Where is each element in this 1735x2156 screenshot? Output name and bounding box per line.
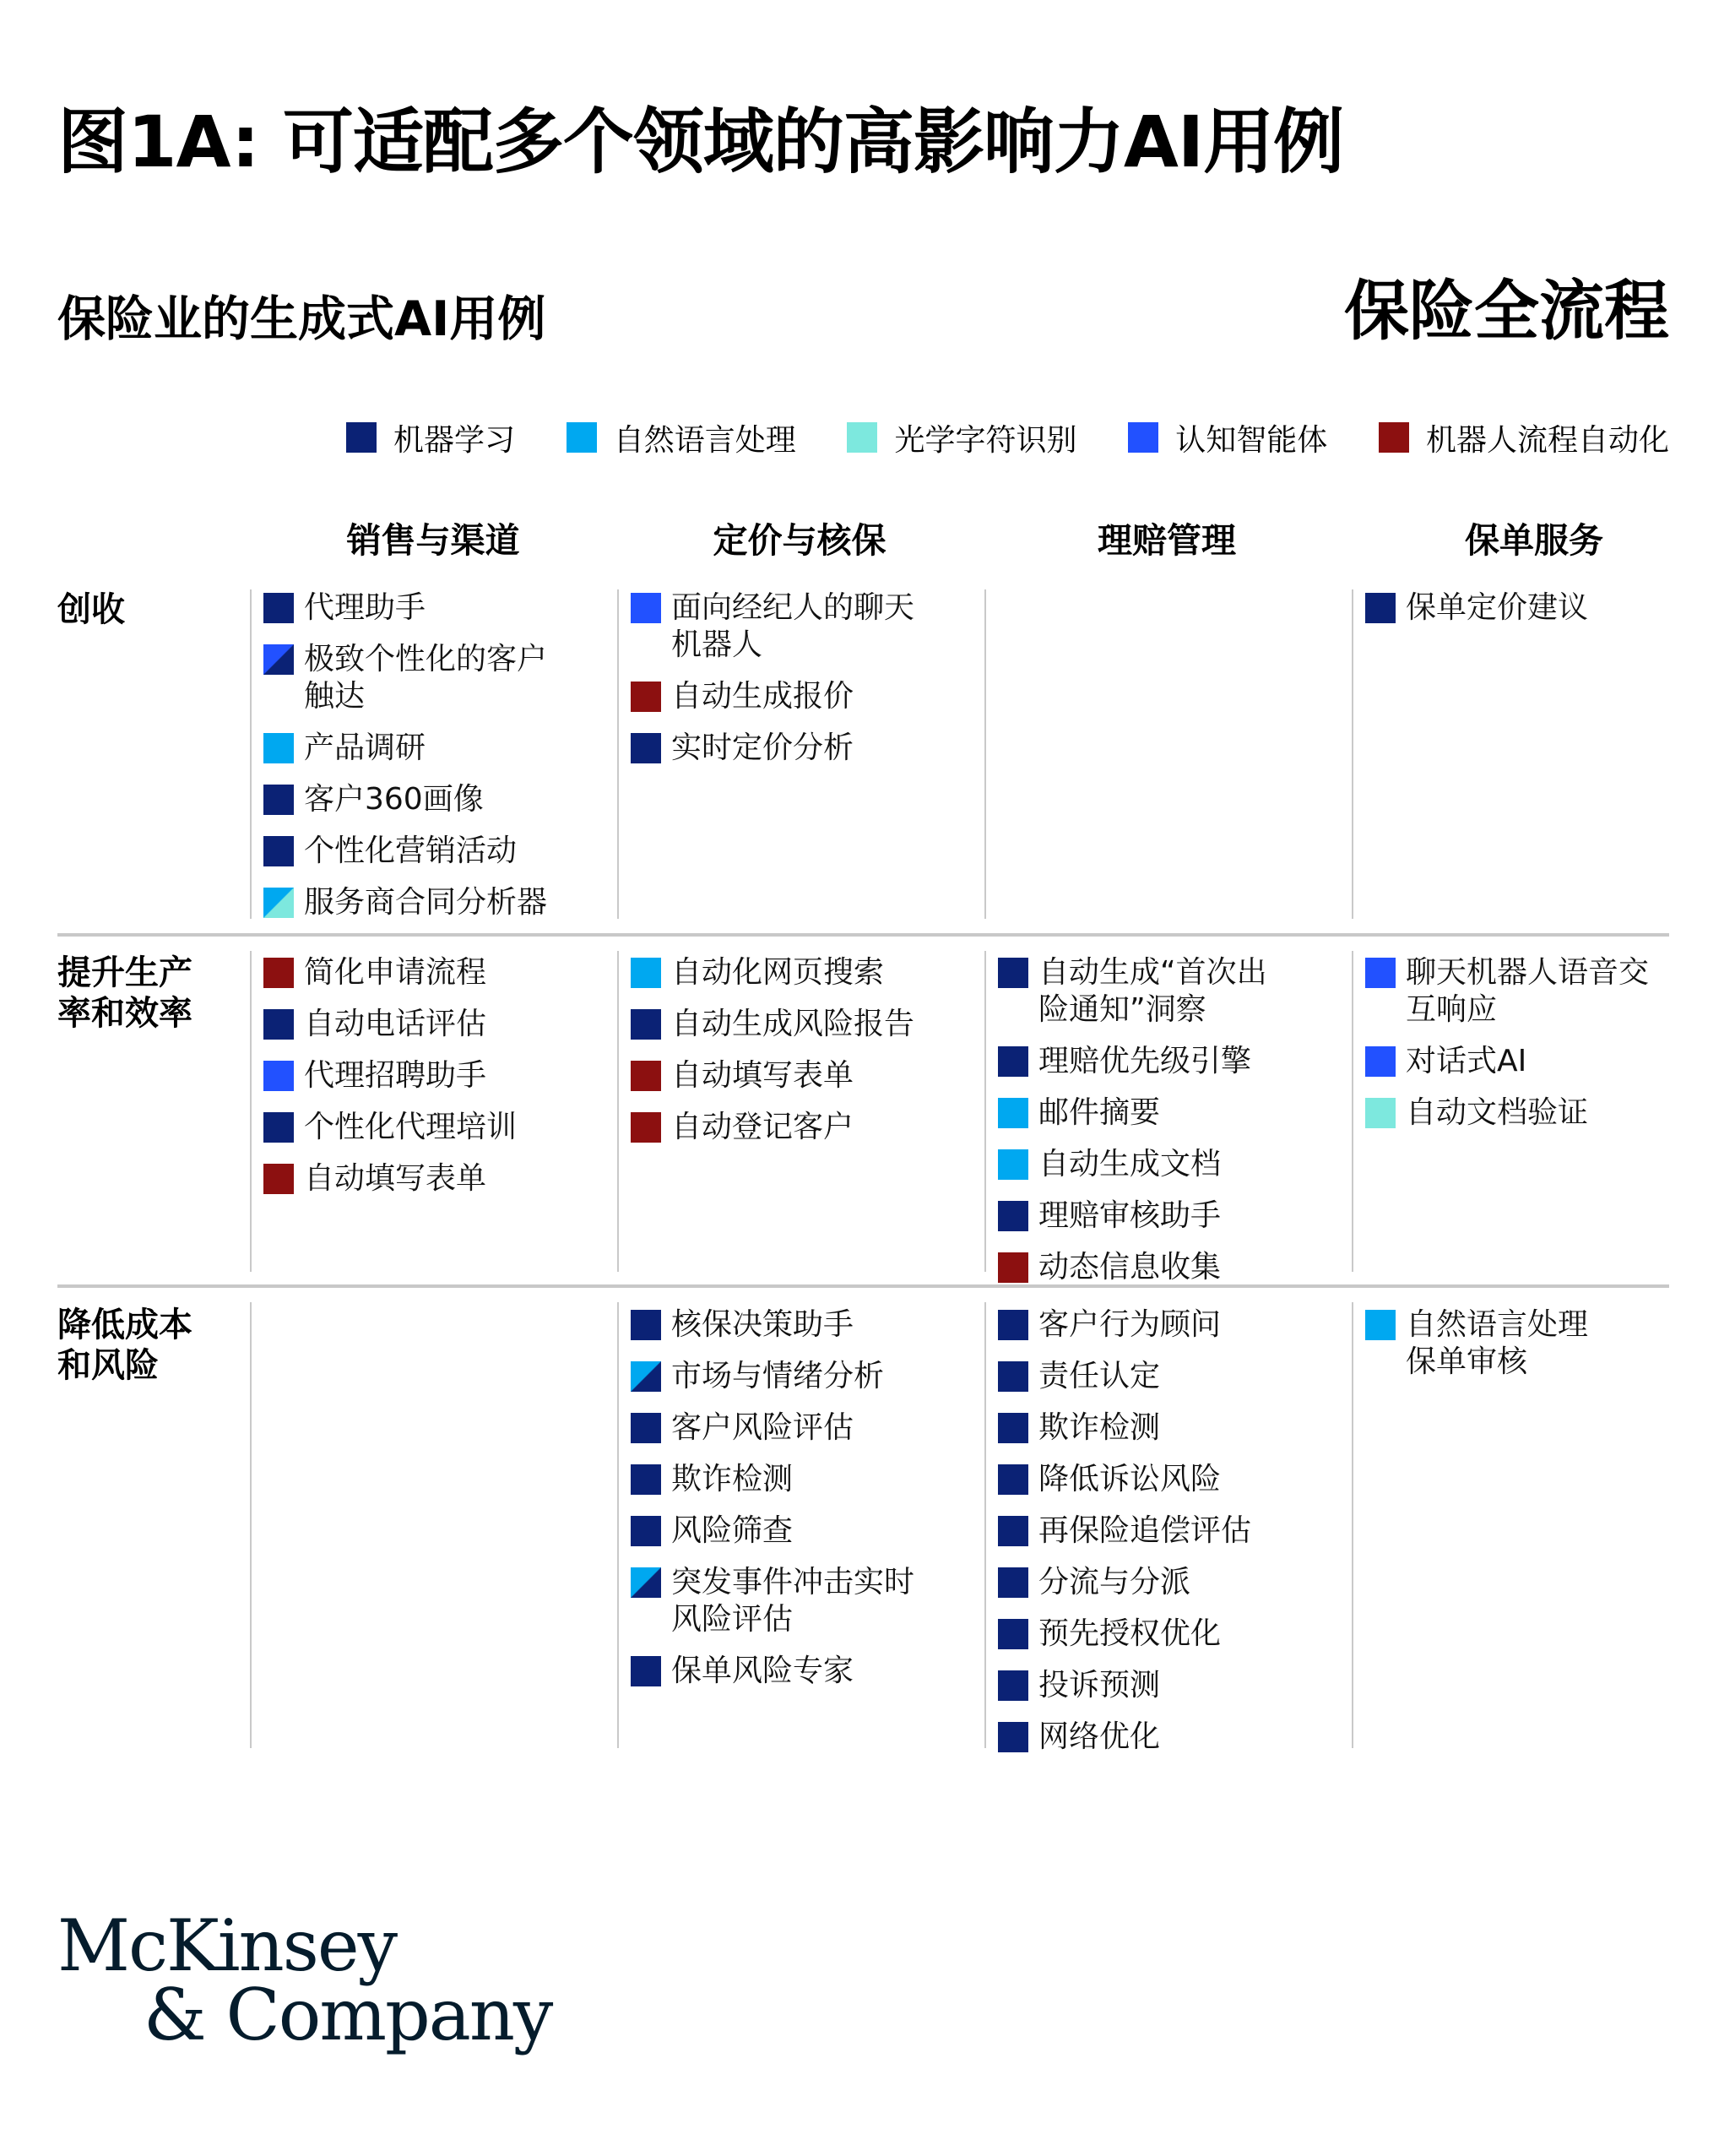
use-case-item — [998, 1249, 1344, 1286]
category-square-icon — [631, 1361, 661, 1392]
category-square-icon — [263, 888, 294, 918]
column-header-underwriting: 定价与核保 — [713, 520, 886, 561]
use-case-item — [998, 1564, 1344, 1601]
category-square-icon — [998, 1722, 1028, 1752]
use-case-item — [1365, 1043, 1711, 1080]
use-case-cell — [631, 954, 977, 1160]
use-case-label: 网络优化 — [1038, 1719, 1161, 1754]
category-square-icon — [263, 644, 294, 675]
use-case-label: 服务商合同分析器 — [304, 885, 548, 920]
column-divider — [617, 951, 619, 1272]
use-case-item — [1365, 954, 1711, 1029]
mckinsey-logo — [57, 1904, 552, 2056]
category-square-icon — [998, 1516, 1028, 1546]
use-case-item — [998, 1197, 1344, 1235]
legend-item-nlp — [567, 416, 796, 459]
use-case-label: 理赔审核助手 — [1038, 1198, 1222, 1233]
use-case-item — [631, 1057, 977, 1094]
use-case-item — [998, 1043, 1344, 1080]
use-case-item — [1365, 1306, 1711, 1381]
use-case-label: 面向经纪人的聊天 机器人 — [671, 590, 915, 662]
category-square-icon — [631, 1567, 661, 1598]
use-case-cell — [1365, 1306, 1711, 1395]
use-case-label: 欺诈检测 — [1038, 1410, 1161, 1445]
use-case-label: 责任认定 — [1038, 1359, 1161, 1393]
category-square-icon — [631, 593, 661, 623]
row-divider — [57, 1284, 1669, 1288]
category-square-icon — [1365, 1046, 1396, 1077]
column-divider — [250, 951, 252, 1272]
legend-label: 认知智能体 — [1175, 422, 1328, 458]
category-square-icon — [1365, 1310, 1396, 1340]
row-label-cost-risk: 降低成本 和风险 — [57, 1306, 192, 1385]
use-case-item — [263, 1160, 610, 1197]
use-case-label: 预先授权优化 — [1038, 1616, 1222, 1651]
use-case-label: 极致个性化的客户 触达 — [304, 642, 548, 714]
use-case-item — [998, 1719, 1344, 1756]
column-divider — [1352, 951, 1353, 1272]
legend-label: 机器人流程自动化 — [1425, 422, 1669, 458]
use-case-item — [998, 1306, 1344, 1344]
use-case-cell — [998, 1306, 1344, 1770]
legend-item-ocr — [847, 416, 1076, 459]
use-case-label: 自动生成“首次出 险通知”洞察 — [1038, 955, 1267, 1027]
use-case-item — [263, 1006, 610, 1043]
column-divider — [617, 589, 619, 919]
use-case-item — [263, 833, 610, 870]
category-square-icon — [263, 1061, 294, 1091]
use-case-label: 对话式AI — [1406, 1044, 1527, 1078]
legend-swatch-icon — [1128, 422, 1158, 453]
row-label-productivity: 提升生产 率和效率 — [57, 953, 192, 1033]
use-case-label: 实时定价分析 — [671, 730, 854, 765]
use-case-item — [998, 1512, 1344, 1550]
category-square-icon — [998, 1670, 1028, 1701]
use-case-item — [631, 954, 977, 991]
use-case-item — [1365, 1094, 1711, 1132]
category-square-icon — [998, 1464, 1028, 1495]
use-case-label: 个性化营销活动 — [304, 834, 518, 868]
use-case-label: 保单定价建议 — [1406, 590, 1589, 625]
use-case-label: 客户风险评估 — [671, 1410, 854, 1445]
legend — [346, 415, 1669, 459]
use-case-label: 分流与分派 — [1038, 1565, 1191, 1599]
use-case-item — [263, 781, 610, 818]
column-divider — [250, 589, 252, 919]
category-square-icon — [631, 1464, 661, 1495]
category-square-icon — [263, 593, 294, 623]
category-square-icon — [631, 682, 661, 712]
category-square-icon — [631, 958, 661, 988]
use-case-cell — [1365, 589, 1711, 641]
logo-line-1: McKinsey — [57, 1904, 397, 1987]
use-case-item — [631, 1564, 977, 1638]
use-case-item — [1365, 589, 1711, 627]
category-square-icon — [263, 1112, 294, 1143]
use-case-item — [631, 1006, 977, 1043]
category-square-icon — [998, 1567, 1028, 1598]
use-case-label: 核保决策助手 — [671, 1307, 854, 1342]
use-case-cell — [263, 954, 610, 1212]
page-title: 图1A: 可适配多个领域的高影响力AI用例 — [57, 100, 1344, 183]
use-case-label: 自动生成风险报告 — [671, 1007, 915, 1041]
category-square-icon — [998, 1619, 1028, 1649]
legend-swatch-icon — [847, 422, 877, 453]
use-case-item — [631, 1306, 977, 1344]
column-divider — [1352, 1302, 1353, 1748]
use-case-label: 自动填写表单 — [671, 1058, 854, 1093]
legend-swatch-icon — [1379, 422, 1409, 453]
flow-title: 保险全流程 — [1344, 274, 1669, 350]
use-case-item — [263, 1057, 610, 1094]
legend-item-cog — [1128, 416, 1327, 459]
category-square-icon — [263, 836, 294, 866]
use-case-label: 风险筛查 — [671, 1513, 794, 1548]
category-square-icon — [998, 1252, 1028, 1283]
use-case-item — [631, 1512, 977, 1550]
category-square-icon — [631, 1061, 661, 1091]
legend-item-ml — [346, 416, 515, 459]
use-case-cell — [263, 589, 610, 936]
use-case-item — [998, 1094, 1344, 1132]
category-square-icon — [263, 958, 294, 988]
category-square-icon — [263, 733, 294, 763]
use-case-item — [631, 678, 977, 715]
category-square-icon — [631, 1310, 661, 1340]
use-case-label: 自动文档验证 — [1406, 1095, 1589, 1130]
use-case-item — [263, 730, 610, 767]
use-case-cell — [998, 954, 1344, 1301]
use-case-cell — [1365, 954, 1711, 1146]
page-subtitle: 保险业的生成式AI用例 — [57, 291, 546, 347]
use-case-label: 保单风险专家 — [671, 1654, 854, 1688]
category-square-icon — [998, 1201, 1028, 1231]
use-case-label: 自动填写表单 — [304, 1161, 487, 1196]
use-case-cell — [631, 1306, 977, 1704]
use-case-label: 客户360画像 — [304, 782, 484, 817]
legend-swatch-icon — [346, 422, 377, 453]
use-case-item — [263, 1109, 610, 1146]
column-header-sales: 销售与渠道 — [346, 520, 520, 561]
category-square-icon — [998, 1149, 1028, 1180]
use-case-item — [263, 589, 610, 627]
use-case-label: 突发事件冲击实时 风险评估 — [671, 1565, 915, 1637]
column-divider — [984, 951, 986, 1272]
use-case-item — [631, 730, 977, 767]
use-case-item — [263, 641, 610, 715]
use-case-item — [631, 1409, 977, 1447]
use-case-label: 自动生成报价 — [671, 679, 854, 714]
legend-label: 机器学习 — [393, 422, 516, 458]
column-divider — [984, 589, 986, 919]
category-square-icon — [1365, 593, 1396, 623]
legend-label: 光学字符识别 — [894, 422, 1077, 458]
use-case-item — [631, 1653, 977, 1690]
category-square-icon — [998, 1046, 1028, 1077]
category-square-icon — [631, 1516, 661, 1546]
category-square-icon — [631, 1413, 661, 1443]
use-case-label: 再保险追偿评估 — [1038, 1513, 1252, 1548]
use-case-label: 投诉预测 — [1038, 1668, 1161, 1703]
use-case-cell — [631, 589, 977, 781]
use-case-item — [998, 1667, 1344, 1704]
use-case-label: 降低诉讼风险 — [1038, 1462, 1222, 1496]
use-case-label: 个性化代理培训 — [304, 1110, 518, 1144]
use-case-item — [998, 1146, 1344, 1183]
category-square-icon — [263, 785, 294, 815]
use-case-item — [998, 954, 1344, 1029]
category-square-icon — [631, 733, 661, 763]
category-square-icon — [631, 1112, 661, 1143]
row-label-revenue: 创收 — [57, 590, 125, 629]
category-square-icon — [998, 958, 1028, 988]
category-square-icon — [998, 1361, 1028, 1392]
use-case-item — [631, 1358, 977, 1395]
legend-item-rpa — [1379, 416, 1669, 459]
use-case-label: 理赔优先级引擎 — [1038, 1044, 1252, 1078]
use-case-label: 简化申请流程 — [304, 955, 487, 990]
use-case-item — [263, 884, 610, 921]
logo-line-2: & Company — [144, 1974, 552, 2056]
use-case-label: 聊天机器人语音交 互响应 — [1406, 955, 1650, 1027]
category-square-icon — [1365, 1098, 1396, 1128]
category-square-icon — [631, 1656, 661, 1686]
use-case-item — [998, 1616, 1344, 1653]
category-square-icon — [998, 1310, 1028, 1340]
use-case-label: 自动生成文档 — [1038, 1147, 1222, 1181]
category-square-icon — [1365, 958, 1396, 988]
use-case-label: 代理助手 — [304, 590, 426, 625]
use-case-label: 市场与情绪分析 — [671, 1359, 885, 1393]
use-case-item — [631, 589, 977, 664]
column-divider — [617, 1302, 619, 1748]
use-case-item — [631, 1461, 977, 1498]
legend-swatch-icon — [567, 422, 597, 453]
column-divider — [250, 1302, 252, 1748]
category-square-icon — [998, 1098, 1028, 1128]
use-case-label: 产品调研 — [304, 730, 426, 765]
column-header-claims: 理赔管理 — [1098, 520, 1236, 561]
category-square-icon — [263, 1009, 294, 1040]
use-case-label: 动态信息收集 — [1038, 1250, 1222, 1284]
use-case-label: 客户行为顾问 — [1038, 1307, 1222, 1342]
category-square-icon — [998, 1413, 1028, 1443]
use-case-item — [998, 1461, 1344, 1498]
use-case-label: 自动电话评估 — [304, 1007, 487, 1041]
use-case-label: 自然语言处理 保单审核 — [1406, 1307, 1589, 1379]
use-case-item — [998, 1409, 1344, 1447]
category-square-icon — [631, 1009, 661, 1040]
legend-label: 自然语言处理 — [613, 422, 796, 458]
category-square-icon — [263, 1164, 294, 1194]
use-case-item — [631, 1109, 977, 1146]
use-case-label: 邮件摘要 — [1038, 1095, 1161, 1130]
column-divider — [984, 1302, 986, 1748]
use-case-label: 自动化网页搜索 — [671, 955, 885, 990]
use-case-label: 欺诈检测 — [671, 1462, 794, 1496]
use-case-label: 代理招聘助手 — [304, 1058, 487, 1093]
use-case-item — [263, 954, 610, 991]
column-divider — [1352, 589, 1353, 919]
use-case-label: 自动登记客户 — [671, 1110, 854, 1144]
column-header-policy-service: 保单服务 — [1465, 520, 1603, 561]
use-case-item — [998, 1358, 1344, 1395]
